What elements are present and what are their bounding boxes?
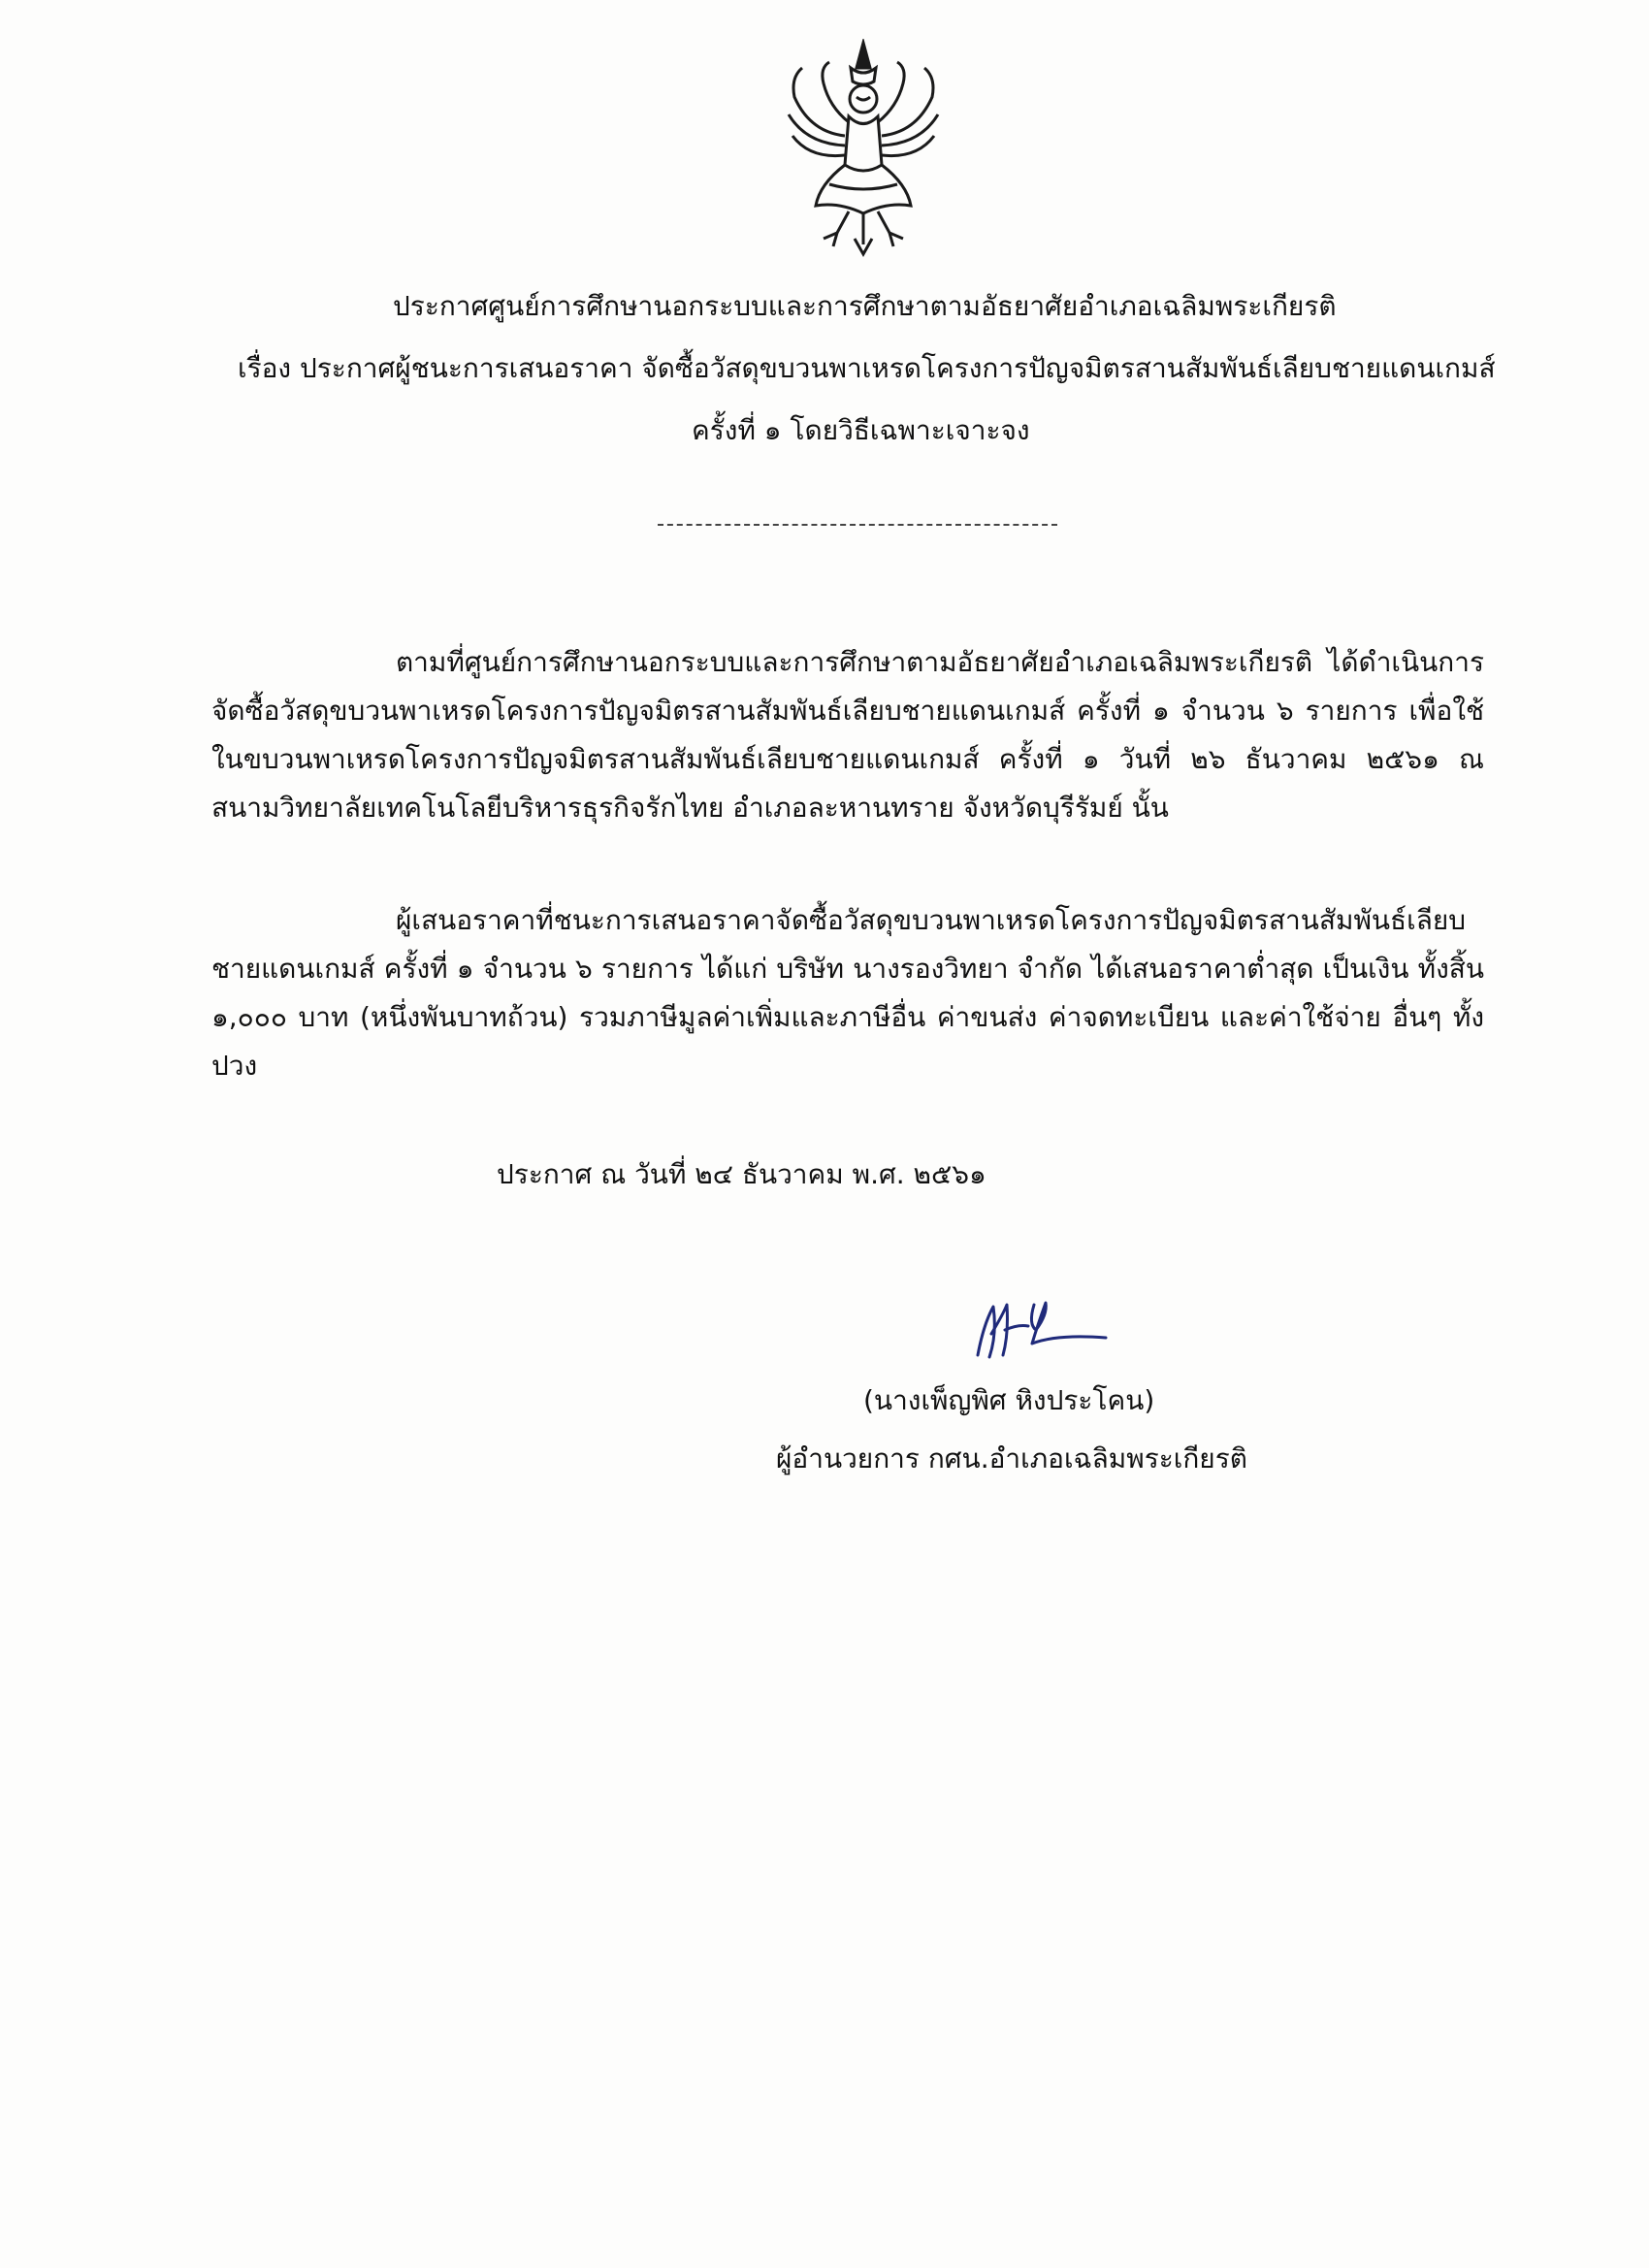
announcement-subject: เรื่อง ประกาศผู้ชนะการเสนอราคา จัดซื้อวัสดุขบวนพาเหรดโครงการปัญจมิตรสานสัมพันธ์เลียบชายแดนเกมส์ (238, 352, 1496, 384)
signer-name: (นางเพ็ญพิศ หิงประโคน) (863, 1384, 1155, 1416)
announcement-date: ประกาศ ณ วันที่ ๒๔ ธันวาคม พ.ศ. ๒๕๖๑ (497, 1158, 986, 1190)
separator-line (658, 524, 1057, 526)
handwritten-signature (970, 1295, 1116, 1365)
garuda-emblem-icon (781, 39, 946, 262)
body-paragraph-1: ตามที่ศูนย์การศึกษานอกระบบและการศึกษาตามอัธยาศัยอำเภอเฉลิมพระเกียรติ ได้ดำเนินการ จัดซื้อวัสดุขบวนพาเหรดโครงการปัญจมิตรสานสัมพันธ์เลียบชายแดนเกมส์ ครั้งที่ ๑ จำนวน ๖ รายการ เพื่อใช้ ในขบวนพาเหรดโครงการปัญจมิตรสานสัมพันธ์เลียบชายแดนเกมส์ ครั้งที่ ๑ วันที่ ๒๖ ธันวาคม ๒๕๖๑ ณ สนามวิทยาลัยเทคโนโลยีบริหารธุรกิจรักไทย อำเภอละหานทราย จังหวัดบุรีรัมย์ นั้น (211, 646, 1484, 824)
announcement-heading: ประกาศศูนย์การศึกษานอกระบบและการศึกษาตามอัธยาศัยอำเภอเฉลิมพระเกียรติ (393, 290, 1337, 322)
announcement-subject-continued: ครั้งที่ ๑ โดยวิธีเฉพาะเจาะจง (692, 414, 1030, 446)
body-paragraph-2: ผู้เสนอราคาที่ชนะการเสนอราคาจัดซื้อวัสดุขบวนพาเหรดโครงการปัญจมิตรสานสัมพันธ์เลียบ ชายแดนเกมส์ ครั้งที่ ๑ จำนวน ๖ รายการ ได้แก่ บริษัท นางรองวิทยา จำกัด ได้เสนอราคาต่ำสุด เป็นเงิน ทั้งสิ้น ๑,๐๐๐ บาท (หนึ่งพันบาทถ้วน) รวมภาษีมูลค่าเพิ่มและภาษีอื่น ค่าขนส่ง ค่าจดทะเบียน และค่าใช้จ่าย อื่นๆ ทั้งปวง (211, 904, 1484, 1082)
signer-title: ผู้อำนวยการ กศน.อำเภอเฉลิมพระเกียรติ (776, 1442, 1247, 1474)
